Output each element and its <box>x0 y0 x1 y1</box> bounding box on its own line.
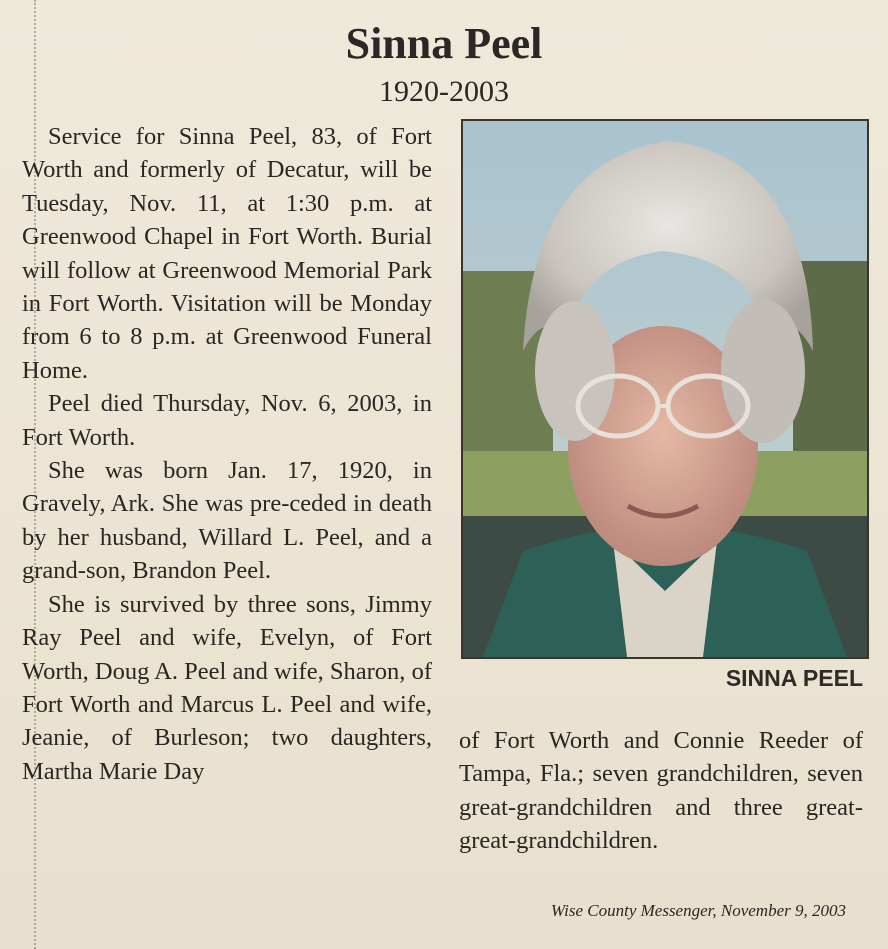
publication-source: Wise County Messenger, November 9, 2003 <box>550 901 846 920</box>
portrait-photo <box>461 119 869 659</box>
obituary-name: Sinna Peel <box>345 19 543 68</box>
paragraph-continuation: of Fort Worth and Connie Reeder of Tampa, Fla.; seven grandchildren, seven great-grandchildren and three great-great-grandchildren. <box>459 727 863 855</box>
paragraph-service: Service for Sinna Peel, 83, of Fort Worth and formerly of Decatur, will be Tuesday, Nov. 11, at 1:30 p.m. at Greenwood Chapel in Fort Worth. Burial will follow at Greenwood Memorial Park in Fort Worth. Visitation will be Monday from 6 to 8 p.m. at Greenwood Funeral Home. <box>22 123 432 384</box>
paragraph-birth: She was born Jan. 17, 1920, in Gravely, Ark. She was pre-ceded in death by her husband, Willard L. Peel, and a grand-son, Brandon Peel. <box>22 457 432 585</box>
obituary-text-column <box>22 120 432 788</box>
photo-caption: SINNA PEEL <box>725 665 863 691</box>
paragraph-death: Peel died Thursday, Nov. 6, 2003, in Fort Worth. <box>22 390 432 451</box>
obituary-continuation-column <box>459 724 863 858</box>
obituary-years: 1920-2003 <box>379 75 509 108</box>
portrait-illustration <box>463 121 867 657</box>
paragraph-survivors: She is survived by three sons, Jimmy Ray Peel and wife, Evelyn, of Fort Worth, Doug A. Peel and wife, Sharon, of Fort Worth and Marcus L. Peel and wife, Jeanie, of Burleson; two daughters, Martha Marie Day <box>22 590 432 785</box>
